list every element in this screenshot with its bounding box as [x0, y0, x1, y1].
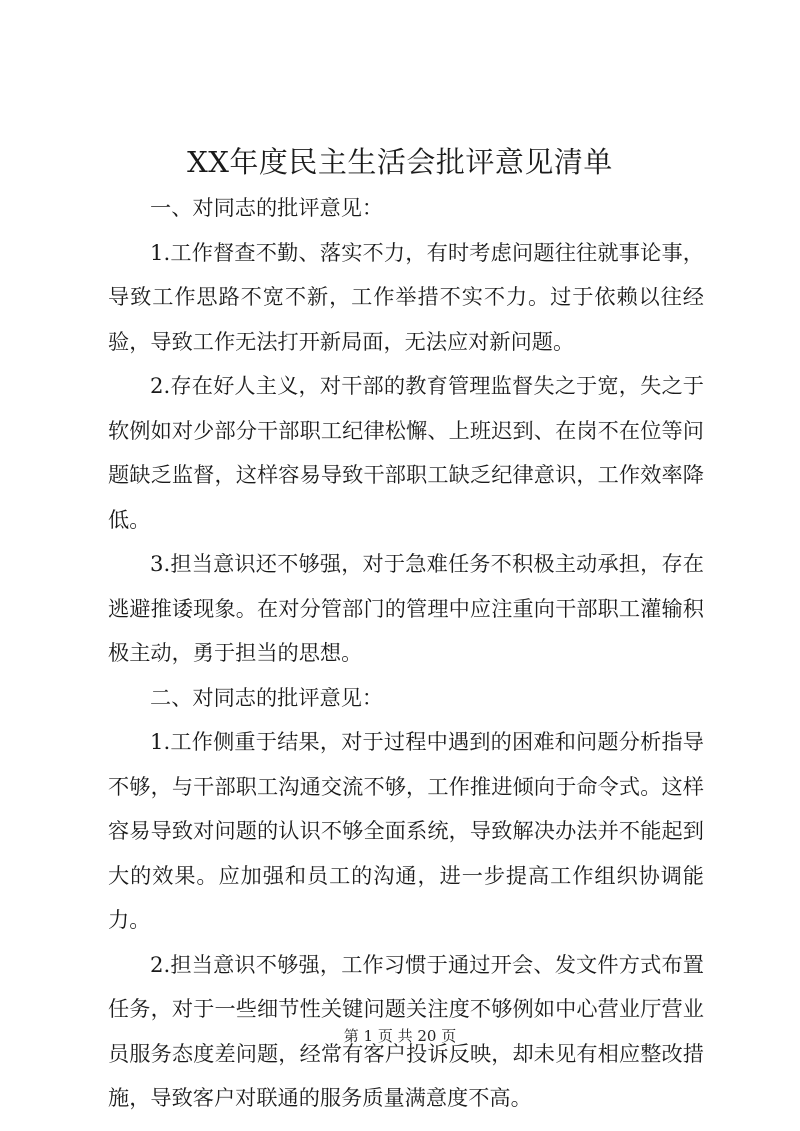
paragraph-1-1: 1.工作督查不勤、落实不力，有时考虑问题往往就事论事，导致工作思路不宽不新，工作举措不实不力。过于依赖以往经验，导致工作无法打开新局面，无法应对新问题。 — [108, 239, 704, 354]
paragraph-1-3: 3.担当意识还不够强，对于急难任务不积极主动承担，存在逃避推诿现象。在对分管部门的管理中应注重向干部职工灌输积极主动，勇于担当的思想。 — [108, 551, 704, 665]
document-title: XX年度民主生活会批评意见清单 — [187, 145, 613, 179]
document-body — [108, 186, 704, 1121]
section-heading-1: 一、对同志的批评意见： — [150, 195, 384, 220]
paragraph-2-2: 2.担当意识不够强，工作习惯于通过开会、发文件方式布置任务，对于一些细节性关键问题关注度不够例如中心营业厅营业员服务态度差问题，经常有客户投诉反映，却未见有相应整改措施，导致客户对联通的服务质量满意度不高。 — [108, 951, 704, 1110]
paragraph-2-1: 1.工作侧重于结果，对于过程中遇到的困难和问题分析指导不够，与干部职工沟通交流不够，工作推进倾向于命令式。这样容易导致对问题的认识不够全面系统，导致解决办法并不能起到大的效果。应加强和员工的沟通，进一步提高工作组织协调能力。 — [108, 729, 704, 932]
section-heading-2: 二、对同志的批评意见： — [150, 684, 384, 710]
paragraph-1-2: 2.存在好人主义，对干部的教育管理监督失之于宽，失之于软例如对少部分干部职工纪律松懈、上班迟到、在岗不在位等问题缺乏监督，这样容易导致干部职工缺乏纪律意识，工作效率降低。 — [108, 373, 704, 532]
page-footer: 第 1 页 共 20 页 — [343, 1027, 457, 1045]
